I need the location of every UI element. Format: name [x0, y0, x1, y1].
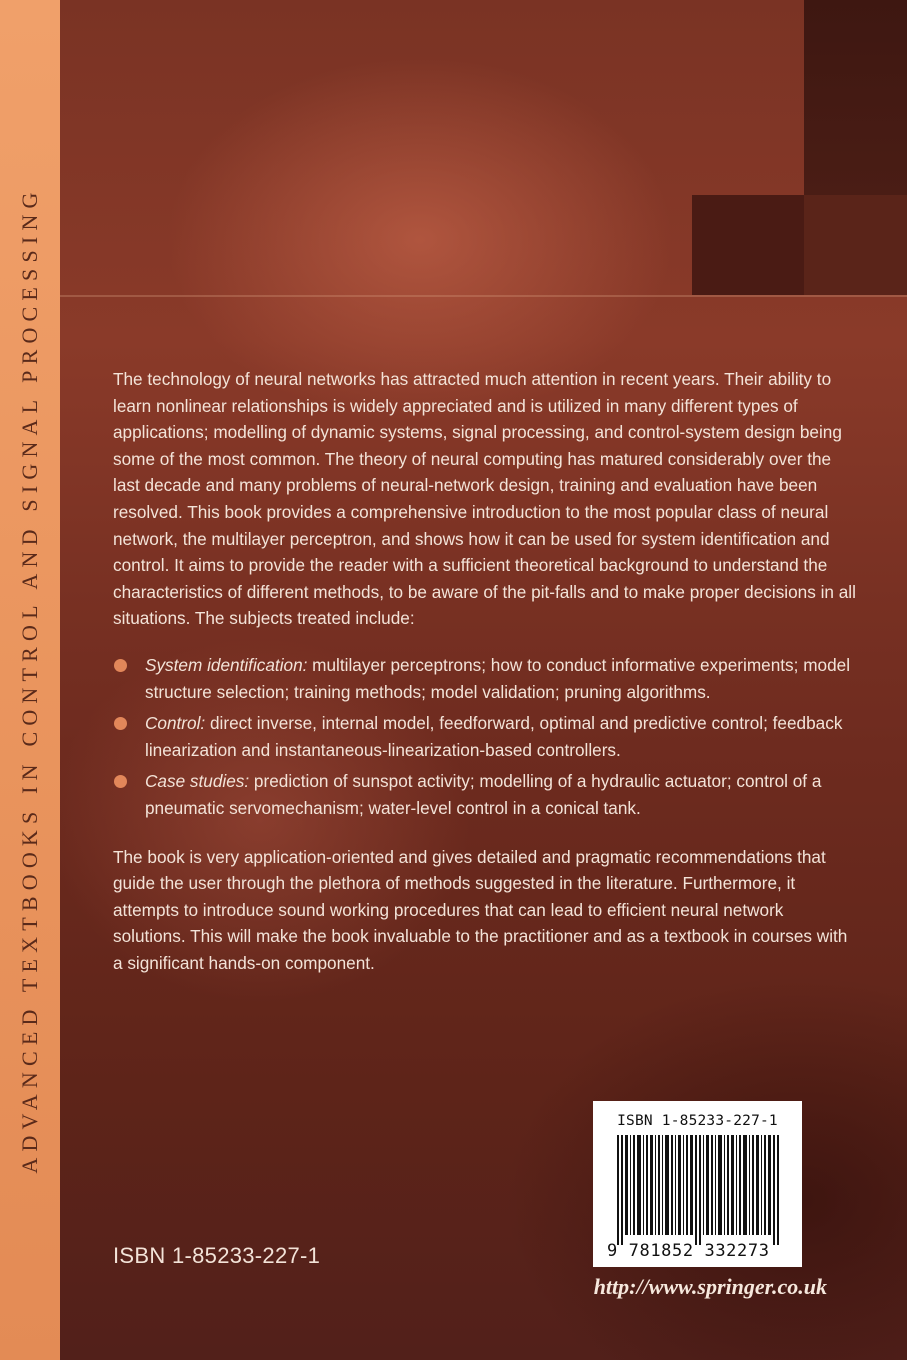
- blurb: [113, 366, 858, 976]
- barcode: [593, 1101, 802, 1267]
- list-item: [113, 710, 858, 763]
- publisher-url[interactable]: http://www.springer.co.uk: [593, 1274, 827, 1299]
- list-item-text: direct inverse, internal model, feedforward, optimal and predictive control; feedback linearization and instantaneous-linearization-based controllers.: [145, 713, 843, 760]
- list-item-text: multilayer perceptrons; how to conduct informative experiments; model structure selection; training methods; model validation; pruning algorithms.: [145, 654, 851, 702]
- spine-strip: [0, 0, 60, 1360]
- bullet-icon: [114, 717, 127, 730]
- list-item: [113, 768, 858, 821]
- decorative-square-dark: [804, 0, 907, 195]
- horizontal-divider: [60, 295, 907, 297]
- bullet-icon: [114, 775, 127, 788]
- series-title: ADVANCED TEXTBOOKS IN CONTROL AND SIGNAL PROCESSING: [17, 186, 42, 1174]
- bullet-icon: [114, 659, 127, 672]
- barcode-number: 9 781852 332273: [607, 1241, 770, 1261]
- blurb-intro: The technology of neural networks has attracted much attention in recent years. Their ability to learn nonlinear relationships is widely appreciated and is utilized in many different types of applications; modelling of dynamic systems, signal processing, and control-system design being some of the most common. The theory of neural computing has matured considerably over the last decade and many problems of neural-network design, training and evaluation have been resolved. This book provides a comprehensive introduction to the most popular class of neural network, the multilayer perceptron, and shows how it can be used for system identification and control. It aims to provide the reader with a sufficient theoretical background to understand the characteristics of different methods, to be aware of the pit-falls and to make proper decisions in all situations. The subjects treated include:: [113, 369, 856, 629]
- list-item-label: Case studies:: [145, 771, 250, 792]
- subjects-list: [113, 652, 858, 822]
- decorative-square-right: [804, 195, 907, 295]
- decorative-square-mid: [692, 195, 804, 295]
- barcode-bars: [617, 1135, 783, 1245]
- barcode-isbn: ISBN 1-85233-227-1: [617, 1113, 778, 1129]
- list-item-label: Control:: [145, 713, 206, 734]
- list-item-text: prediction of sunspot activity; modelling of a hydraulic actuator; control of a pneumatic servomechanism; water-level control in a conical tank.: [145, 771, 822, 818]
- isbn-text: ISBN 1-85233-227-1: [113, 1243, 321, 1268]
- list-item: [113, 652, 858, 705]
- list-item-label: System identification:: [145, 654, 308, 675]
- blurb-outro: The book is very application-oriented and gives detailed and pragmatic recommendations that guide the user through the plethora of methods suggested in the literature. Furthermore, it attempts to introduce sound working procedures that can lead to efficient neural network solutions. This will make the book invaluable to the practitioner and as a textbook in courses with a significant hands-on component.: [113, 846, 848, 973]
